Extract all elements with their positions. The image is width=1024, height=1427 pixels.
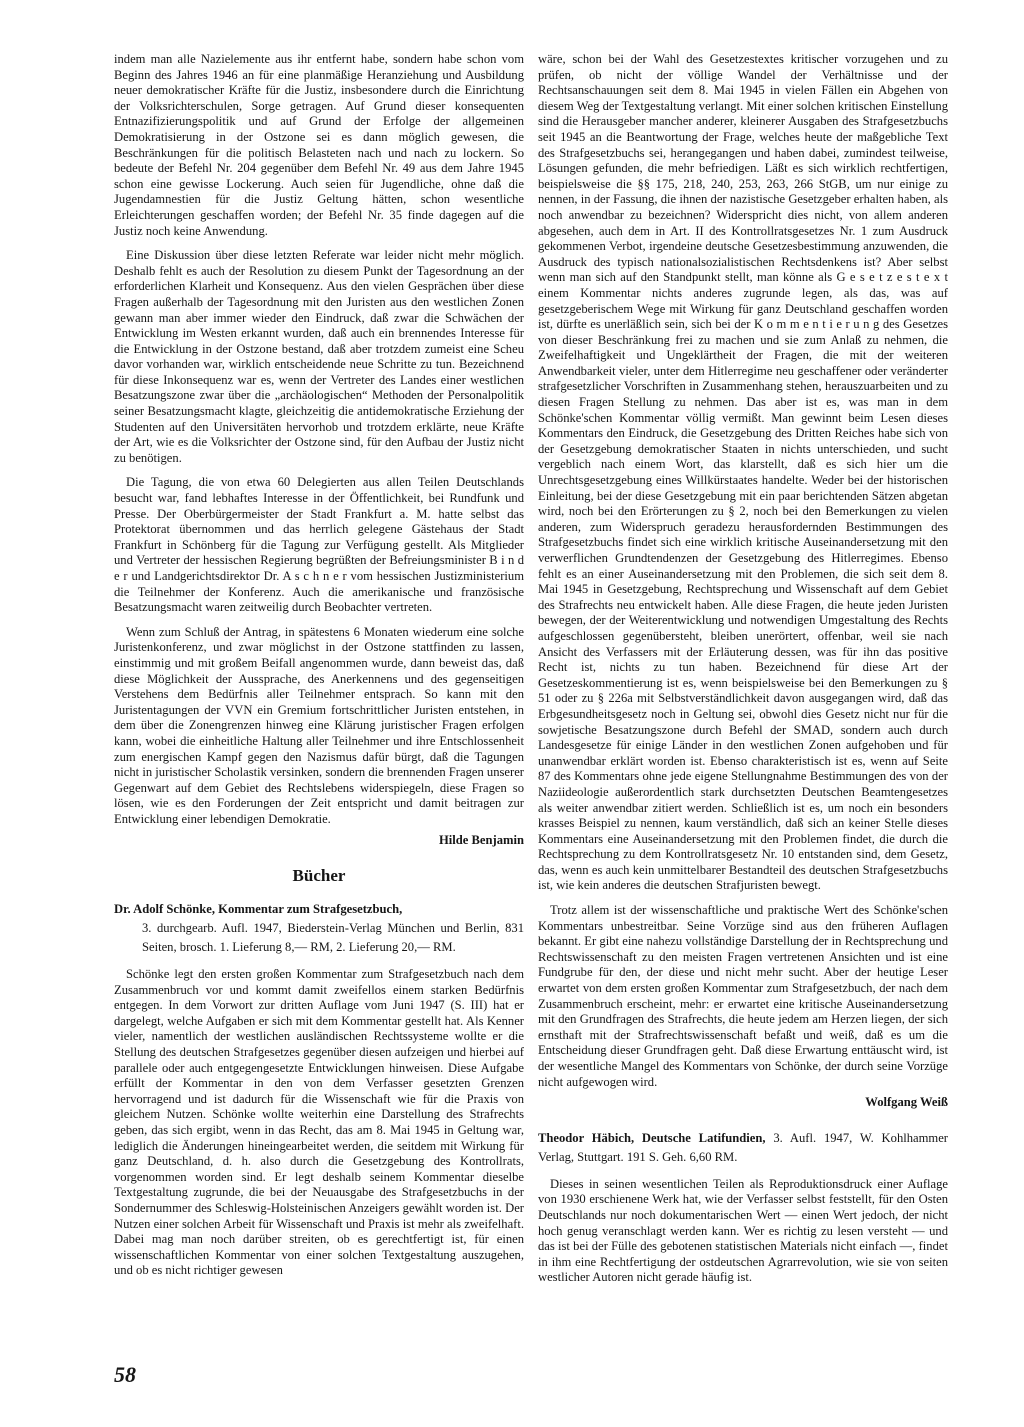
author-signature: Wolfgang Weiß [865, 1095, 948, 1110]
book-title: Dr. Adolf Schönke, Kommentar zum Strafgesetzbuch, [114, 902, 403, 917]
book-citation [538, 1129, 948, 1167]
paragraph: Die Tagung, die von etwa 60 Delegierten aus allen Teilen Deutschlands besucht war, fand lebhaftes Interesse in der Öffentlichkeit, bei Rundfunk und Presse. Der Oberbürgermeister der Stadt Frankfurt a. M. hatte selbst das Protektorat übernommen und das herrlich gelegene Gästehaus der Stadt Frankfurt in Schönberg für die Tagung zur Verfügung gestellt. Als Mitglieder und Vertreter der hessischen Regierung begrüßten der Befreiungsminister B i n d e r und Landgerichtsdirektor Dr. A s c h n e r vom hessischen Justizministerium die Teilnehmer der Konferenz. Auch die amerikanische und französische Besatzungsmacht waren zeitweilig durch Beobachter vertreten. [114, 475, 524, 615]
paragraph: Eine Diskussion über diese letzten Referate war leider nicht mehr möglich. Deshalb fehlt es auch der Resolution zu diesem Punkt der Tagesordnung an der erforderlichen Klarheit und Konsequenz. Aus den vielen Gesprächen über diese Fragen außerhalb der Tagesordnung mit den Juristen aus den westlichen Zonen gewann man aber immer wieder den Eindruck, daß zwar die Schwächen der Entwicklung im Westen erkannt wurden, daß auch ein brennendes Interesse für die Entwicklung in der Ostzone bestand, daß aber trotzdem zumeist eine Scheu davor vorhanden war, wirklich entscheidende neue Schritte zu tun. Bezeichnend für diese Inkonsequenz war es, wenn der Vertreter des Landes einer westlichen Besatzungszone zwar über die „archäologischen“ Methoden der Personalpolitik seiner Besatzungsmacht klagte, gleichzeitig die antidemokratische Erziehung der Studenten auf den Universitäten hervorhob und trotzdem erklärte, neue Kräfte der Art, wie es die Volksrichter der Ostzone sind, für den Aufbau der Justiz nicht zu benötigen. [114, 248, 524, 465]
book-title: Theodor Häbich, Deutsche Latifundien, [538, 1130, 766, 1145]
paragraph: indem man alle Nazielemente aus ihr entfernt habe, sondern habe schon vom Beginn des Jahres 1946 an für eine planmäßige Heranziehung und Ausbildung neuer demokratischer Kräfte für die Justiz, insbesondere durch die Einrichtung der Volksrichterschulen, Sorge getragen. Auf Grund dieser konsequenten Entnazifizierungspolitik und auf Grund der Erfolge der allgemeinen Demokratisierung in der Ostzone sei es dann möglich gewesen, die Beschränkungen für die politisch Belasteten nach und nach zu lockern. So bedeute der Befehl Nr. 204 gegenüber dem Befehl Nr. 49 aus dem Jahre 1945 schon eine gewisse Lockerung. Auch seien für Jugendliche, ohne daß die Jugendamnestien für die Justiz Geltung hätten, schon wesentliche Erleichterungen geschaffen worden; der Befehl Nr. 35 finde dagegen auf die Justiz noch keine Anwendung. [114, 52, 524, 238]
left-column [114, 52, 524, 1288]
book-citation [114, 900, 524, 957]
author-signature: Hilde Benjamin [438, 832, 524, 847]
paragraph: wäre, schon bei der Wahl des Gesetzestextes kritischer vorzugehen und zu prüfen, ob nicht der völlige Wandel der Verhältnisse und der Rechtsanschauungen seit dem 8. Mai 1945 in vielen Fällen ein Abgehen von diesem Weg der Textgestaltung verlangt. Mit einer solchen kritischen Einstellung sind die Herausgeber mancher anderer, kleinerer Ausgaben des Strafgesetzbuchs seit 1945 an die Beantwortung der Frage, welches heute der maßgebliche Text des Strafgesetzbuchs sei, herangegangen und haben dabei, zumindest teilweise, Lösungen gefunden, die mehr befriedigen. Läßt es sich wirklich rechtfertigen, beispielsweise die §§ 175, 218, 240, 253, 263, 266 StGB, um nur einige zu nennen, in der Fassung, die ihnen der nazistische Gesetzgeber erhalten haben, als noch anwendbar zu bezeichnen? Widerspricht dies nicht, von allem anderen abgesehen, auch dem in Art. II des Kontrollratsgesetzes Nr. 1 zum Ausdruck gekommenen Verbot, irgendeine deutsche Gesetzesbestimmung anzuwenden, die Ausdruck des typisch nationalsozialistischen Rechtsdenkens ist? Aber selbst wenn man sich auf den Standpunkt stellt, man könne als G e s e t z e s t e x t einem Kommentar nichts anderes zugrunde legen, als das, was auf gesetzgeberischem Wege mit Wirkung für ganz Deutschland geschaffen worden ist, dürfte es unerläßlich sein, sich bei der K o m m e n t i e r u n g des Gesetzes von dieser Beschränkung frei zu machen und sie zum Anlaß zu nehmen, die Zweifelhaftigkeit und Ungeklärtheit der Fragen, die mit der weiteren Anwendbarkeit vieler, unter dem Hitlerregime neu geschaffener oder veränderter strafgesetzlicher Vorschriften in Zusammenhang stehen, herauszuarbeiten und zu diesen Fragen Stellung zu nehmen. Das aber ist es, was man in dem Schönke'schen Kommentar völlig vermißt. Man gewinnt beim Lesen dieses Kommentars den Eindruck, die Gesetzgebung des Dritten Reiches habe sich von der Gesetzgebung demokratischer Staaten in nichts unterschieden, und sucht vergeblich nach einem Wort, das klarstellt, daß es sich hier um die Unrechtsgesetzgebung eines Willkürstaates handelte. Weder bei der historischen Einleitung, bei der diese Gesetzgebung mit ein paar berichtenden Sätzen abgetan wird, noch bei den Erörterungen zu § 2, noch bei den Bemerkungen zu vielen anderen, zum Widerspruch geradezu herausfordernden Bestimmungen des Strafgesetzbuchs findet sich eine wirklich kritische Auseinandersetzung mit den verwerflichen Grundtendenzen der Gesetzgebung des Hitlerregimes. Ebenso fehlt es an einer Auseinandersetzung mit den Problemen, die sich seit dem 8. Mai 1945 in Gesetzgebung, Rechtsprechung und Wissenschaft auf dem Gebiet des Strafrechts neu entwickelt haben. Alle diese Fragen, die heute jeden Juristen bewegen, der der Weiterentwicklung und notwendigen Umgestaltung des Rechts aufgeschlossen gegenübersteht, bleiben unerörtert, offenbar, weil sie nach Ansicht des Verfassers mit der Erläuterung dessen, was für ihn das positive Recht ist, nichts zu tun haben. Bezeichnend für diese Art der Gesetzeskommentierung ist es, wenn beispielsweise bei den Bemerkungen zu § 51 oder zu § 226a mit Selbstverständlichkeit davon ausgegangen wird, daß das Erbgesundheitsgesetz noch in Geltung sei, obwohl dies Gesetz nicht nur für die sowjetische Besatzungszone durch Befehl der SMAD, sondern auch durch Landesgesetze für einige Länder in den westlichen Zonen aufgehoben und für unanwendbar erklärt worden ist. Ebenso charakteristisch ist es, wenn auf Seite 87 des Kommentars ohne jede eigene Stellungnahme Bestimmungen des von der Naziideologie außerordentlich stark durchsetzten Deutschen Beamtengesetzes als weiter anwendbar zitiert werden. Schließlich ist es, um noch ein besonders krasses Beispiel zu nennen, kaum verständlich, daß sich an keiner Stelle dieses Kommentars eine Auseinandersetzung mit den Problemen findet, die durch die Rechtsprechung zu dem Kontrollratsgesetz Nr. 10 entstanden sind, dem Gesetz, das, wenn es auch kein unmittelbarer Bestandteil des deutschen Strafgesetzbuchs ist, wie kein anderes die deutschen Strafjuristen bewegt. [538, 52, 948, 893]
section-title: Bücher [292, 866, 346, 886]
review-paragraph: Schönke legt den ersten großen Kommentar zum Strafgesetzbuch nach dem Zusammenbruch vor und kommt damit zweifellos einem starken Bedürfnis entgegen. In dem Vorwort zur dritten Auflage vom Juni 1947 (S. III) hat er dargelegt, welche Aufgaben er sich mit dem Kommentar gestellt hat. Als Kenner vieler, namentlich der westlichen ausländischen Rechtssysteme wollte er die Stellung des deutschen Strafgesetzes gegenüber diesen aufzeigen und hierbei auf parallele oder auch entgegengesetzte Entwicklungen hinweisen. Diese Aufgabe erfüllt der Kommentar in den von dem Verfasser gesetzten Grenzen hervorragend und ist dadurch für die Wissenschaft wie für die Praxis von gleichem Nutzen. Schönke wollte weiterhin eine Darstellung des Strafrechts geben, das sich ergibt, wenn in das Recht, das am 8. Mai 1945 in Geltung war, lediglich die Änderungen hineingearbeitet werden, die seitdem mit Wirkung für ganz Deutschland, d. h. also durch die Gesetzgebung des Kontrollrats, vorgenommen worden sind. Er legt deshalb seinem Kommentar dieselbe Textgestaltung zugrunde, die bei der Neuausgabe des Strafgesetzbuchs in der Sondernummer des Schleswig-Holsteinischen Anzeigers gewählt worden ist. Der Nutzen einer solchen Arbeit für Wissenschaft und Praxis ist mehr als zweifelhaft. Dabei mag man noch darüber streiten, ob es gerechtfertigt ist, für einen wissenschaftlichen Kommentar von einer solchen Textgestaltung auszugehen, und ob es nicht richtiger gewesen [114, 967, 524, 1278]
paragraph: Trotz allem ist der wissenschaftliche und praktische Wert des Schönke'schen Kommentars unbestreitbar. Seine Vorzüge sind aus den früheren Auflagen bekannt. Er gibt eine nahezu vollständige Darstellung der in Rechtsprechung und Rechtswissenschaft zu den meisten Fragen vertretenen Ansichten und ist eine Fundgrube für den, der diese und nicht mehr sucht. Aber der heutige Leser erwartet von dem ersten großen Kommentar zum Strafgesetzbuch, der nach dem Zusammenbruch erscheint, mehr: er erwartet eine kritische Auseinandersetzung mit den Grundfragen des Strafrechts, die heute jedem am Herzen liegen, der sich ernsthaft mit der Strafrechtswissenschaft befaßt und weiß, daß es um die Entscheidung dieser Grundfragen geht. Daß diese Erwartung enttäuscht wird, ist der wesentliche Mangel des Kommentars von Schönke, der durch seine Vorzüge nicht aufgewogen wird. [538, 903, 948, 1089]
review-paragraph: Dieses in seinen wesentlichen Teilen als Reproduktionsdruck einer Auflage von 1930 erschienene Werk hat, wie der Verfasser selbst feststellt, für den Osten Deutschlands nur noch dokumentarischen Wert — einen Wert jedoch, der nicht hoch genug veranschlagt werden kann. Wer es richtig zu lesen versteht — und das ist bei der Fülle des gebotenen statistischen Materials nicht einfach —, findet in ihm eine Rechtfertigung der ostdeutschen Agrarrevolution, wie sie von seiten westlicher Autoren nicht gerade häufig ist. [538, 1176, 948, 1285]
book-details: 3. durchgearb. Aufl. 1947, Biederstein-Verlag München und Berlin, 831 Seiten, brosch. 1. Lieferung 8,— RM, 2. Lieferung 20,— RM. [142, 921, 524, 955]
book-details: 3. Aufl. 1947, W. Kohlhammer Verlag, Stuttgart. 191 S. Geh. 6,60 RM. [538, 1130, 948, 1164]
page-number: 58 [114, 1362, 136, 1387]
right-column [538, 52, 948, 1295]
paragraph: Wenn zum Schluß der Antrag, in spätestens 6 Monaten wiederum eine solche Juristenkonferenz, und zwar möglichst in der Ostzone stattfinden zu lassen, einstimmig und mit großem Beifall angenommen wurde, dann beweist das, daß diese Möglichkeit der Aussprache, des Anerkennens und des gegenseitigen Verstehens dem Bedürfnis aller Teilnehmer entsprach. So kann mit den Juristentagungen der VVN ein Gremium fortschrittlicher Juristen entstehen, in dem über die Zonengrenzen hinweg eine Klärung juristischer Fragen erfolgen kann, wobei die einheitliche Haltung aller Teilnehmer und ihre Entschlossenheit zum energischen Kampf gegen den Nazismus dafür bürgt, daß die Tagungen nicht in juristischer Scholastik versinken, sondern die brennenden Fragen unserer Gegenwart auf dem Gebiet des Rechtslebens widerspiegeln, diese Fragen so lösen, wie es den Forderungen der Zeit entspricht und damit beitragen zur Entwicklung einer lebendigen Demokratie. [114, 624, 524, 826]
